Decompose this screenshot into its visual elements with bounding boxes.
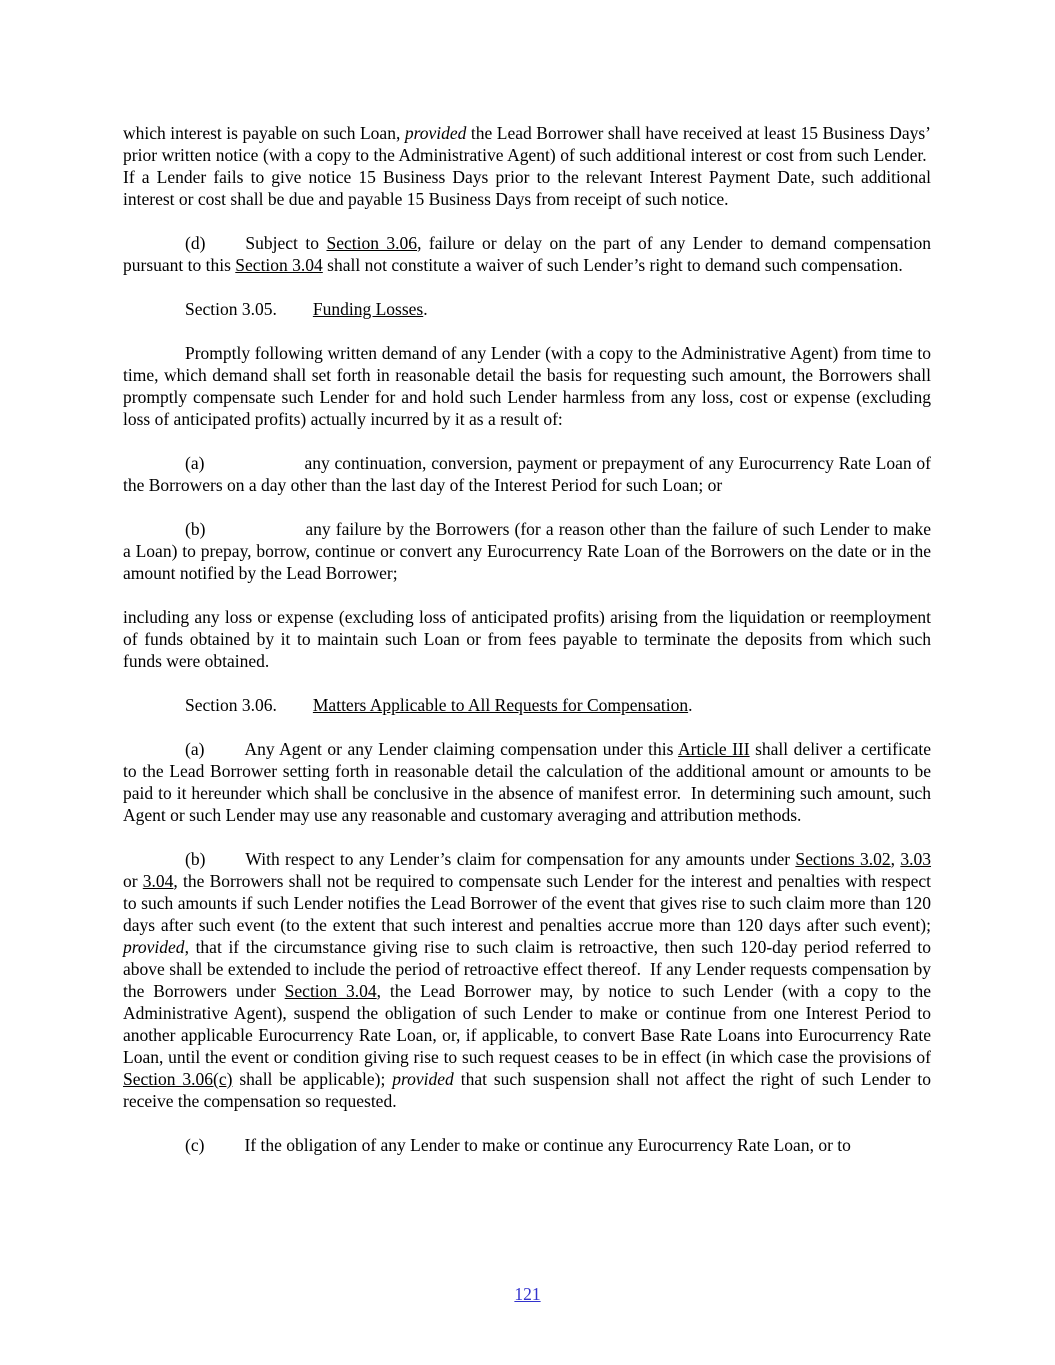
text-run-italic: provided <box>404 123 467 143</box>
text-run: If the obligation of any Lender to make or continue any Eurocurrency Rate Loan, or to <box>244 1135 851 1155</box>
tab-spacer <box>205 248 245 249</box>
tab-spacer <box>205 864 245 865</box>
paragraph-c-compensation <box>123 1134 931 1156</box>
text-run: shall deliver a certificate to the Lead Borrower setting forth in reasonable detail the calculation of the additional amount or amounts to be paid to it hereunder which shall be conclusive in the absence of manifest error. In determining such amount, such Agent or such Lender may use any reasonable and customary averaging and attribution methods. <box>123 739 931 825</box>
text-run: Subject to <box>245 233 327 253</box>
text-run: With respect to any Lender’s claim for compensation for any amounts under <box>245 849 796 869</box>
section-reference: Section 3.06 <box>326 233 418 253</box>
article-reference: Article III <box>678 739 750 759</box>
section-label: Section 3.06. <box>185 695 277 715</box>
text-run: . <box>423 299 428 319</box>
text-run: , failure or delay on the part of any Lender to demand compensation pursuant to this <box>123 233 931 275</box>
tab-spacer <box>204 1150 244 1151</box>
text-run: , the Borrowers shall not be required to compensate such Lender for the interest and penalties with respect to such amounts if such Lender notifies the Lead Borrower of the event that gives rise to such claim more than 120 days after such event (to the extent that such interest and penalties accrue more than 120 days after such event); <box>123 871 931 935</box>
tab-spacer <box>277 314 313 315</box>
section-reference: Section 3.06(c) <box>123 1069 233 1089</box>
list-marker: (d) <box>185 233 206 253</box>
text-run: shall be applicable); <box>232 1069 393 1089</box>
paragraph-continuation <box>123 122 931 210</box>
section-reference: 3.04 <box>142 871 174 891</box>
page-number-link[interactable]: 121 <box>514 1284 541 1304</box>
list-marker: (a) <box>185 453 205 473</box>
text-run: that such suspension shall not affect the right of such Lender to receive the compensation so requested. <box>123 1069 931 1111</box>
paragraph-a-compensation <box>123 738 931 826</box>
section-reference: Sections 3.02 <box>795 849 891 869</box>
paragraph-a-funding <box>123 452 931 496</box>
text-run: , the Lead Borrower may, by notice to such Lender (with a copy to the Administrative Agent), suspend the obligation of such Lender to make or continue from one Interest Period to another applicable Eurocurrency Rate Loan, or, if applicable, to convert Base Rate Loans into Eurocurrency Rate Loan, until the event or condition giving rise to such request ceases to be in effect (in which case the provisions of <box>123 981 932 1067</box>
paragraph-promptly <box>123 342 931 430</box>
tab-spacer <box>277 710 313 711</box>
paragraph-b-funding <box>123 518 931 584</box>
text-run: shall not constitute a waiver of such Lender’s right to demand such compensation. <box>322 255 903 275</box>
section-heading-3-06 <box>123 694 931 716</box>
paragraph-d <box>123 232 931 276</box>
text-run: Any Agent or any Lender claiming compensation under this <box>244 739 678 759</box>
section-title: Funding Losses <box>312 299 424 319</box>
text-run: the Lead Borrower shall have received at least 15 Business Days’ prior written notice (with a copy to the Administrative Agent) of such additional interest or cost from such Lender. If a Lender fails to give notice 15 Business Days prior to the relevant Interest Payment Date, such additional interest or cost shall be due and payable 15 Business Days from receipt of such notice. <box>123 123 931 209</box>
section-heading-3-05 <box>123 298 931 320</box>
text-run-italic: provided <box>392 1069 454 1089</box>
section-reference: Section 3.04 <box>284 981 377 1001</box>
text-run: any failure by the Borrowers (for a reason other than the failure of such Lender to make a Loan) to prepay, borrow, continue or convert any Eurocurrency Rate Loan of the Borrowers on the date or in the amount notified by the Lead Borrower; <box>123 519 931 583</box>
text-run: . <box>688 695 693 715</box>
tab-spacer <box>204 468 304 469</box>
text-run: including any loss or expense (excluding loss of anticipated profits) arising from the liquidation or reemployment of funds obtained by it to maintain such Loan or from fees payable to terminate the deposits from which such funds were obtained. <box>123 607 931 671</box>
section-label: Section 3.05. <box>185 299 277 319</box>
list-marker: (b) <box>185 519 206 539</box>
tab-spacer <box>205 534 305 535</box>
section-reference: 3.03 <box>900 849 932 869</box>
list-marker: (a) <box>185 739 205 759</box>
text-run: any continuation, conversion, payment or prepayment of any Eurocurrency Rate Loan of the Borrowers on a day other than the last day of the Interest Period for such Loan; or <box>123 453 931 495</box>
list-marker: (b) <box>185 849 206 869</box>
list-marker: (c) <box>185 1135 205 1155</box>
text-run: which interest is payable on such Loan, <box>123 123 405 143</box>
text-run: Promptly following written demand of any Lender (with a copy to the Administrative Agent) from time to time, which demand shall set forth in reasonable detail the basis for requesting such amount, the Borrowers shall promptly compensate such Lender for and hold such Lender harmless from any loss, cost or expense (excluding loss of anticipated profits) actually incurred by it as a result of: <box>123 343 931 429</box>
section-reference: Section 3.04 <box>235 255 323 275</box>
text-run: or <box>123 871 143 891</box>
tab-spacer <box>204 754 244 755</box>
text-run-italic: provided <box>123 937 185 957</box>
section-title: Matters Applicable to All Requests for Compensation <box>312 695 689 715</box>
paragraph-b-compensation <box>123 848 931 1112</box>
text-run: , <box>890 849 901 869</box>
page-footer <box>0 1283 1055 1305</box>
text-run: , that if the circumstance giving rise to such claim is retroactive, then such 120-day period referred to above shall be extended to include the period of retroactive effect thereof. If any Lender requests compensation by the Borrowers under <box>123 937 931 1001</box>
paragraph-including <box>123 606 931 672</box>
